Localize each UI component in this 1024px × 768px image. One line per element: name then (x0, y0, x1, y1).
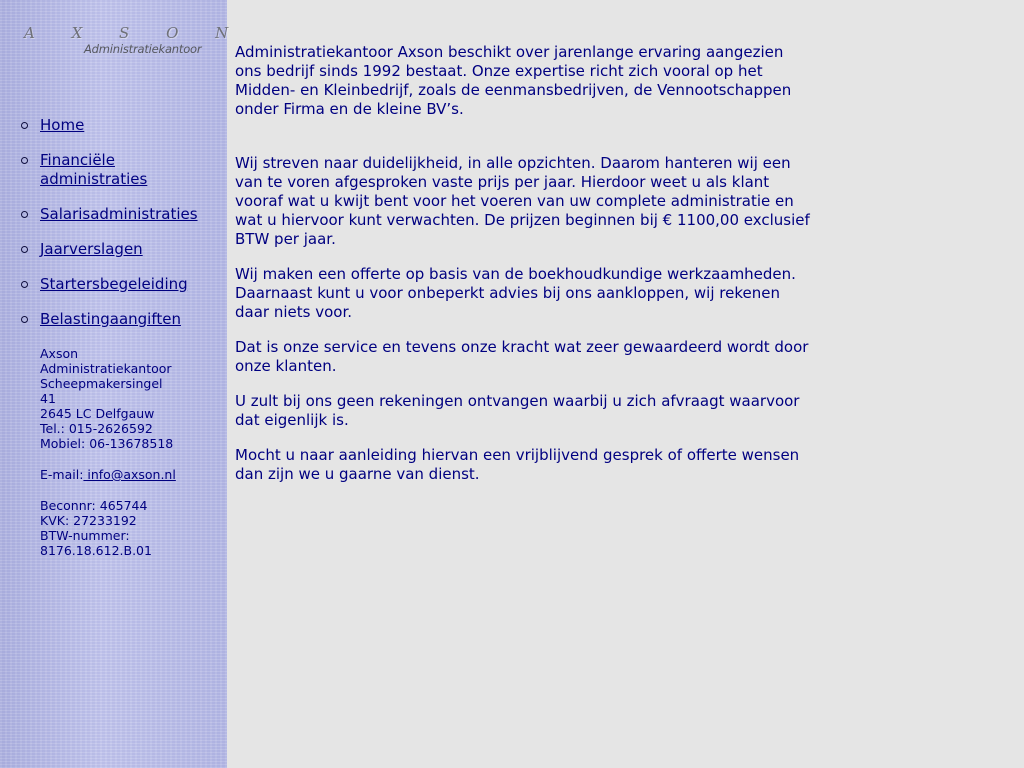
main-navigation (0, 116, 227, 345)
contact-btw-number: 8176.18.612.B.01 (40, 543, 152, 558)
contact-street: Scheepmakersingel (40, 376, 163, 391)
contact-email-row (40, 467, 220, 482)
quote-paragraph: Wij maken een offerte op basis van de boekhoudkundige werkzaamheden. Daarnaast kunt u voor onbeperkt advies bij ons aankloppen, wij rekenen daar niets voor. (235, 265, 796, 321)
contact-city: 2645 LC Delfgauw (40, 406, 155, 421)
nav-item-startersbegeleiding (0, 275, 227, 294)
contact-btw-label: BTW-nummer: (40, 528, 130, 543)
nav-link-salarisadministraties[interactable]: Salarisadministraties (40, 205, 198, 223)
contact-company: Administratiekantoor (40, 361, 172, 376)
contact-spacer (40, 482, 220, 498)
logo-letters: A X S O N (24, 24, 245, 42)
contact-telephone: Tel.: 015-2626592 (40, 421, 153, 436)
pricing-paragraph: Wij streven naar duidelijkheid, in alle opzichten. Daarom hanteren wij een van te voren afgesproken vaste prijs per jaar. Hierdoor weet u als klant vooraf wat u kwijt bent voor het voeren van uw complete administratie en wat u hiervoor kunt verwachten. De prijzen beginnen bij € 1100,00 exclusief BTW per jaar. (235, 154, 810, 248)
nav-link-home[interactable]: Home (40, 116, 85, 134)
contact-beconnr: Beconnr: 465744 (40, 498, 148, 513)
main-content (235, 43, 810, 500)
intro-paragraph: Administratiekantoor Axson beschikt over jarenlange ervaring aangezien ons bedrijf sinds 1992 bestaat. Onze expertise richt zich vooral op het Midden- en Kleinbedrijf, zoals de eenmansbedrijven, de Vennootschappen onder Firma en de kleine BV’s. (235, 43, 792, 118)
contact-mobile: Mobiel: 06-13678518 (40, 436, 174, 451)
nav-item-belastingaangiften (0, 310, 227, 329)
nav-item-salarisadministraties (0, 205, 227, 224)
contact-info (40, 346, 220, 558)
contact-invitation-paragraph: Mocht u naar aanleiding hiervan een vrijblijvend gesprek of offerte wensen dan zijn we u gaarne van dienst. (235, 446, 800, 483)
nav-item-jaarverslagen (0, 240, 227, 259)
contact-spacer (40, 451, 220, 467)
nav-link-belastingaangiften[interactable]: Belastingaangiften (40, 310, 181, 328)
contact-email-label: E-mail: (40, 467, 84, 482)
nav-link-financiele-administraties[interactable]: Financiële administraties (40, 151, 148, 188)
nav-link-startersbegeleiding[interactable]: Startersbegeleiding (40, 275, 188, 293)
axson-logo (24, 24, 245, 60)
nav-link-jaarverslagen[interactable]: Jaarverslagen (40, 240, 143, 258)
contact-kvk: KVK: 27233192 (40, 513, 137, 528)
contact-name: Axson (40, 346, 79, 361)
logo-subtitle: Administratiekantoor (84, 42, 202, 56)
contact-house-number: 41 (40, 391, 56, 406)
service-paragraph: Dat is onze service en tevens onze kracht wat zeer gewaardeerd wordt door onze klanten. (235, 338, 809, 375)
sidebar (0, 0, 245, 768)
contact-email-link[interactable]: info@axson.nl (83, 467, 176, 482)
no-surprise-bills-paragraph: U zult bij ons geen rekeningen ontvangen waarbij u zich afvraagt waarvoor dat eigenlijk is. (235, 392, 800, 429)
nav-item-financiele-administraties (0, 151, 227, 189)
nav-item-home (0, 116, 227, 135)
